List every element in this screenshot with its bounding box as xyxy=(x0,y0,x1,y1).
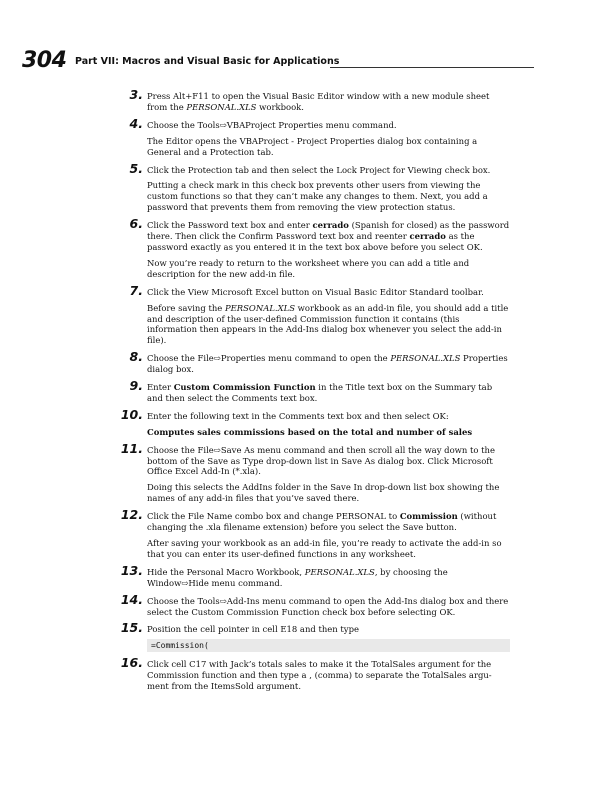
step-paragraph: Doing this selects the AddIns folder in the Save In drop-down list box showing the names of any add-in files that you’ve saved there. xyxy=(147,482,500,504)
step-number: 14. xyxy=(120,591,143,607)
step-paragraph: Putting a check mark in this check box prevents other users from viewing the custom functions so that they can’t make any changes to them. Next, you add a password that prevents them from removing the view protection status. xyxy=(147,180,488,213)
step-text: Click the View Microsoft Excel button on Visual Basic Editor Standard toolbar. xyxy=(147,286,484,297)
step-paragraph: Now you’re ready to return to the worksheet where you can add a title and description for the new add-in file. xyxy=(147,257,470,279)
step-paragraph: Before saving the PERSONAL.XLS workbook as an add-in file, you should add a title and description of the user-defined Commission function it contains (this information then appears in the Add-Ins dialog box whenever you select the add-in file). xyxy=(147,302,509,346)
step-13 xyxy=(115,562,510,589)
step-number: 6. xyxy=(129,216,143,232)
page-header xyxy=(0,48,605,78)
step-9 xyxy=(115,378,510,404)
step-text: Choose the Tools⇨VBAProject Properties menu command. xyxy=(147,119,397,130)
step-number: 5. xyxy=(129,160,143,176)
step-number: 12. xyxy=(120,507,143,523)
step-text: Position the cell pointer in cell E18 and then type xyxy=(147,624,359,635)
step-5 xyxy=(115,160,510,214)
part-title: Part VII: Macros and Visual Basic for Applications xyxy=(75,56,340,67)
step-7 xyxy=(115,282,510,347)
step-text: Enter the following text in the Comments text box and then select OK: xyxy=(147,410,449,421)
page-number: 304 xyxy=(22,48,67,73)
step-15 xyxy=(115,620,510,652)
step-number: 10. xyxy=(120,406,143,422)
step-number: 3. xyxy=(129,87,143,102)
step-text: Press Alt+F11 to open the Visual Basic Editor window with a new module sheet from the PERSONAL.XLS workbook. xyxy=(147,91,490,112)
step-text: Click the File Name combo box and change PERSONAL to Commission (without changing the .xla filename extension) before you select the Save button. xyxy=(147,511,497,533)
step-4 xyxy=(115,115,510,158)
step-paragraph: After saving your workbook as an add-in file, you’re ready to activate the add-in so that you can enter its user-defined functions in any worksheet. xyxy=(147,538,502,559)
step-paragraph: The Editor opens the VBAProject - Project Properties dialog box containing a General and a Protection tab. xyxy=(147,135,478,157)
step-text: Click the Protection tab and then select the Lock Project for Viewing check box. xyxy=(147,164,491,175)
step-number: 8. xyxy=(129,349,143,365)
code-sample: =Commission( xyxy=(147,639,510,652)
step-8 xyxy=(115,349,510,375)
step-number: 16. xyxy=(120,655,143,671)
step-6 xyxy=(115,216,510,280)
step-3 xyxy=(115,87,510,113)
step-16 xyxy=(115,655,510,692)
step-text: Click cell C17 with Jack’s totals sales to make it the TotalSales argument for the Commission function and then type a , (comma) to separate the TotalSales argu-ment from the ItemsSold argument. xyxy=(147,659,492,692)
step-text: Click the Password text box and enter cerrado (Spanish for closed) as the password there. Then click the Confirm Password text box and reenter cerrado as the password exactly as you entered it in the text box above before you select OK. xyxy=(147,220,510,252)
step-number: 11. xyxy=(120,440,143,456)
step-12 xyxy=(115,507,510,560)
step-list xyxy=(115,87,510,692)
step-number: 9. xyxy=(129,378,143,394)
step-text: Choose the File⇨Save As menu command and then scroll all the way down to the bottom of the Save as Type drop-down list in Save As dialog box. Click Microsoft Office Excel Add-In (*.xla). xyxy=(147,444,495,477)
step-number: 15. xyxy=(120,620,143,636)
step-14 xyxy=(115,591,510,618)
step-11 xyxy=(115,440,510,505)
step-number: 4. xyxy=(129,115,143,131)
step-text: Hide the Personal Macro Workbook, PERSONAL.XLS, by choosing the Window⇨Hide menu command. xyxy=(147,566,448,588)
step-text: Choose the Tools⇨Add-Ins menu command to open the Add-Ins dialog box and there select the Custom Commission Function check box before selecting OK. xyxy=(147,595,509,617)
step-number: 13. xyxy=(120,562,143,578)
step-text: Choose the File⇨Properties menu command to open the PERSONAL.XLS Properties dialog box. xyxy=(147,353,508,375)
header-rule xyxy=(330,67,534,68)
step-paragraph: Computes sales commissions based on the total and number of sales xyxy=(147,426,473,437)
step-number: 7. xyxy=(129,282,143,298)
step-10 xyxy=(115,406,510,438)
step-text: Enter Custom Commission Function in the Title text box on the Summary tab and then select the Comments text box. xyxy=(147,382,493,403)
